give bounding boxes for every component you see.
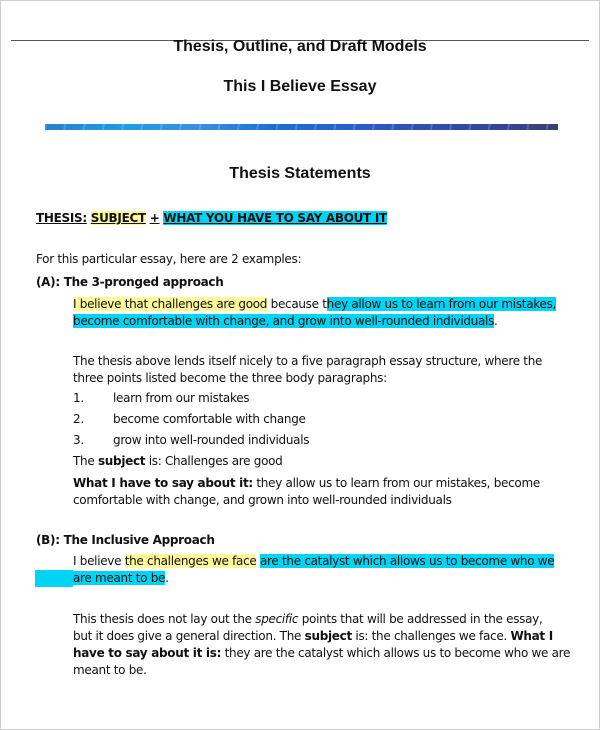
bold-text: have to say about it is: — [73, 646, 222, 660]
list-item-3: grow into well-rounded individuals — [113, 433, 310, 447]
text: This thesis does not lay out the — [73, 612, 256, 626]
list-num-3: 3. — [73, 433, 84, 447]
bold-text: What I have to say about it: — [73, 476, 253, 490]
formula-subject: SUBJECT — [90, 211, 146, 225]
text: they allow us to learn from our mistakes, become — [252, 476, 540, 490]
period: . — [165, 571, 169, 585]
text: I believe — [73, 554, 125, 568]
text: points that will be addressed in the essay, — [298, 612, 543, 626]
bold-text: What I — [510, 629, 553, 643]
bold-text: subject — [97, 454, 146, 468]
explain-line1: The thesis above lends itself nicely to a five paragraph essay structure, where the — [73, 354, 543, 368]
list-num-1: 1. — [73, 391, 84, 405]
example-a-say-2: become comfortable with change, and grow into well-rounded individuals — [73, 314, 495, 328]
example-a-connector: because t — [267, 297, 327, 311]
highlight-indent — [35, 570, 73, 587]
thesis-formula — [36, 210, 387, 227]
decorative-banner — [45, 124, 558, 130]
example-b-heading: (B): The Inclusive Approach — [36, 533, 215, 547]
example-b-say-2: are meant to be — [73, 571, 166, 585]
formula-label: THESIS: — [36, 211, 87, 225]
example-b-subject: the challenges we face — [124, 554, 257, 568]
text: they are the catalyst which allows us to become who we are — [221, 646, 571, 660]
text: is: Challenges are good — [145, 454, 283, 468]
say-statement-a-line2: comfortable with change, and grown into well-rounded individuals — [73, 493, 452, 507]
explain-line2: three points listed become the three body paragraphs: — [73, 371, 387, 385]
example-a-thesis-line2 — [73, 313, 498, 330]
bold-text: subject — [304, 629, 352, 643]
list-num-2: 2. — [73, 412, 84, 426]
period: . — [494, 314, 498, 328]
list-item-2: become comfortable with change — [113, 412, 306, 426]
example-a-say-1: hey allow us to learn from our mistakes, — [326, 297, 557, 311]
document-title: Thesis, Outline, and Draft Models — [173, 38, 427, 55]
example-a-thesis-line1 — [73, 296, 556, 313]
example-b-explain-line4: meant to be. — [73, 663, 147, 677]
italic-text: specific — [255, 612, 299, 626]
example-b-thesis-line1 — [73, 553, 554, 570]
example-a-subject: I believe that challenges are good — [73, 297, 268, 311]
subject-statement-a — [73, 453, 282, 470]
intro-text: For this particular essay, here are 2 examples: — [36, 252, 302, 266]
formula-say: WHAT YOU HAVE TO SAY ABOUT IT — [163, 211, 387, 225]
text: but it does give a general direction. The — [73, 629, 305, 643]
formula-plus: + — [149, 211, 160, 225]
section-title: Thesis Statements — [229, 165, 371, 182]
say-statement-a-line1 — [73, 475, 540, 492]
text: The — [73, 454, 98, 468]
document-subtitle: This I Believe Essay — [223, 78, 377, 95]
example-b-explain-line1 — [73, 611, 543, 628]
example-b-explain-line2 — [73, 628, 553, 645]
example-b-explain-line3 — [73, 645, 570, 662]
example-a-heading: (A): The 3-pronged approach — [36, 275, 224, 289]
text: is: the challenges we face. — [351, 629, 511, 643]
example-b-thesis-line2 — [35, 570, 169, 587]
list-item-1: learn from our mistakes — [113, 391, 250, 405]
example-b-say-1: are the catalyst which allows us to become who we — [260, 554, 555, 568]
